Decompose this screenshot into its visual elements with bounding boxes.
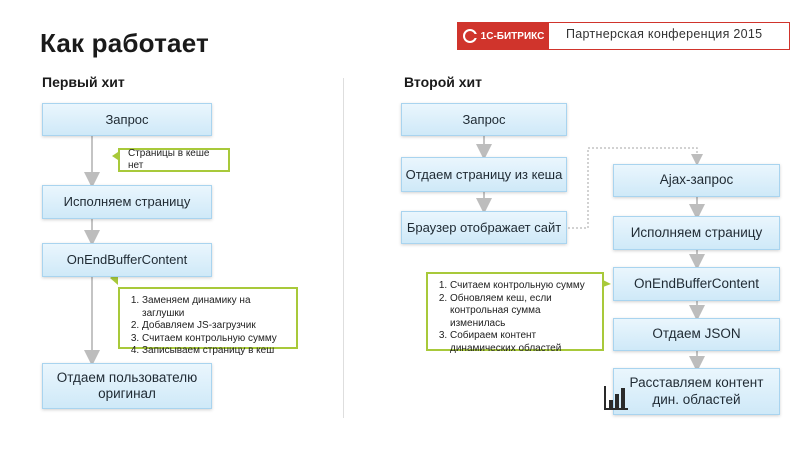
ajax-step-place-content: Расставляем контент дин. областей: [613, 368, 780, 415]
first-step-onendbuffer: OnEndBufferContent: [42, 243, 212, 277]
note-first-action: 2. Добавляем JS-загрузчик: [142, 320, 288, 333]
first-step-execute: Исполняем страницу: [42, 185, 212, 219]
note-second-action: 2. Обновляем кеш, если контрольная сумма изменилась: [450, 293, 594, 331]
second-step-browser-display: Браузер отображает сайт: [401, 211, 567, 244]
note-second-action: 1. Считаем контрольную сумму: [450, 280, 594, 293]
note-first-actions: [118, 287, 298, 356]
ajax-step-execute: Исполняем страницу: [613, 216, 780, 250]
slide-title: Как работает: [40, 28, 209, 58]
ajax-step-return-json: Отдаем JSON: [613, 318, 780, 351]
ajax-step-onendbuffer: OnEndBufferContent: [613, 267, 780, 301]
note-second-actions: [426, 272, 604, 354]
chart-icon: [604, 384, 630, 410]
note-second-action: 3. Собираем контент динамических областей: [450, 330, 594, 355]
second-step-cached-page: Отдаем страницу из кеша: [401, 157, 567, 192]
note-second-pointer: [603, 280, 611, 287]
ajax-step-request: Ajax-запрос: [613, 164, 780, 197]
first-step-request: Запрос: [42, 103, 212, 136]
first-step-return-original: Отдаем пользователю оригинал: [42, 363, 212, 409]
note-first-action: 4. Записываем страницу в кеш: [142, 345, 288, 358]
second-step-request: Запрос: [401, 103, 567, 136]
note-no-cache-text: Страницы в кеше нет: [128, 147, 210, 171]
second-hit-heading: Второй хит: [404, 74, 482, 90]
note-no-cache: [118, 148, 230, 172]
first-hit-heading: Первый хит: [42, 74, 125, 90]
bitrix-logo-text: 1С-БИТРИКС: [480, 30, 545, 42]
note-first-action: 1. Заменяем динамику на заглушки: [142, 295, 288, 320]
note-first-action: 3. Считаем контрольную сумму: [142, 333, 288, 346]
conference-name: Партнерская конференция 2015: [566, 27, 763, 41]
